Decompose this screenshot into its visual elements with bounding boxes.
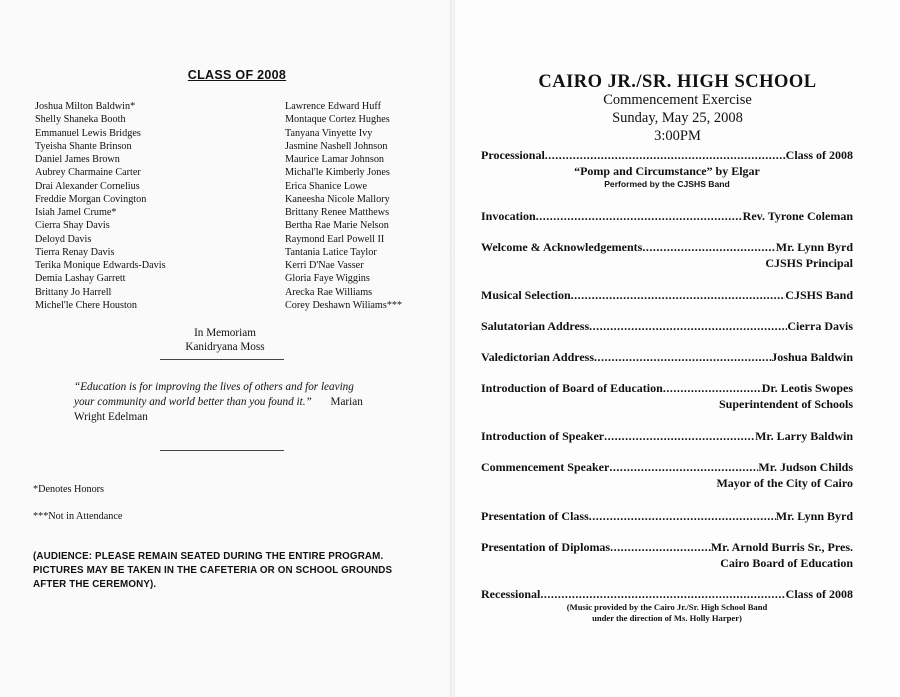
program-item-value: Rev. Tyrone Coleman (742, 209, 853, 223)
graduate-name: Drai Alexander Cornelius (35, 180, 140, 192)
program-item-label: Processional (481, 148, 545, 162)
graduate-name: Joshua Milton Baldwin* (35, 101, 136, 112)
program-item (481, 208, 853, 224)
leader-dots (604, 428, 755, 444)
graduate-name: Daniel James Brown (35, 154, 120, 165)
program-item-value: Mr. Lynn Byrd (775, 240, 853, 254)
attendance-note: ***Not in Attendance (33, 511, 123, 522)
program-item (481, 459, 853, 491)
program-item-recessional (481, 586, 853, 624)
music-credit-line-2: under the direction of Ms. Holly Harper) (592, 613, 742, 623)
divider (160, 450, 284, 451)
program-item (481, 380, 853, 412)
program-item (481, 287, 853, 303)
program-item-subtitle: Superintendent of Schools (718, 397, 853, 411)
graduate-name: Shelly Shaneka Booth (35, 114, 126, 126)
quote-author: Marian Wright Edelman (74, 396, 363, 423)
program-item-label: Introduction of Board of Education (481, 381, 663, 395)
graduate-name: Lawrence Edward Huff (285, 101, 381, 112)
program-item (481, 508, 853, 524)
graduate-name: Michal'le Kimberly Jones (285, 167, 390, 179)
program-item-value: Joshua Baldwin (771, 350, 853, 364)
leader-dots (536, 208, 743, 224)
leader-dots (663, 380, 762, 396)
program-item-label: Introduction of Speaker (481, 429, 605, 443)
divider (160, 359, 284, 360)
memoriam-name: Kanidryana Moss (185, 341, 265, 353)
program-item-value: Cierra Davis (787, 319, 853, 333)
program-item-label: Welcome & Acknowledgements (481, 240, 643, 254)
graduate-name: Aubrey Charmaine Carter (35, 167, 141, 179)
event-date: Sunday, May 25, 2008 (612, 110, 743, 126)
graduate-name: Arecka Rae Williams (285, 286, 373, 298)
graduate-name: Tanyana Vinyette Ivy (285, 127, 373, 139)
program-item-value: Mr. Lynn Byrd (775, 509, 853, 523)
program-item-subtitle: CJSHS Principal (765, 256, 853, 270)
program-item-subtitle: Mayor of the City of Cairo (716, 476, 853, 490)
program-item-label: Musical Selection (481, 288, 571, 302)
program-item-label: Presentation of Class (481, 509, 589, 523)
graduate-name: Erica Shanice Lowe (285, 180, 368, 192)
leader-dots (540, 586, 785, 602)
graduate-name: Deloyd Davis (35, 233, 92, 245)
program-item-label: Valedictorian Address (481, 350, 595, 364)
in-memoriam (100, 326, 350, 354)
leader-dots (545, 147, 786, 163)
right-page (455, 0, 900, 697)
graduate-name: Terika Monique Edwards-Davis (35, 260, 166, 271)
program-item-value: CJSHS Band (785, 288, 853, 302)
graduate-list-column-2 (285, 100, 402, 312)
quote-text: “Education is for improving the lives of others and for leaving your community and world better than you found it.” (74, 381, 354, 408)
leader-dots (589, 508, 776, 524)
quote (74, 380, 374, 425)
leader-dots (594, 349, 771, 365)
graduate-name: Demia Lashay Garrett (35, 273, 126, 285)
graduate-name: Freddie Morgan Covington (35, 193, 147, 205)
leader-dots (571, 287, 786, 303)
graduate-name: Montaque Cortez Hughes (285, 114, 390, 126)
leader-dots (610, 539, 711, 555)
program-item-label: Presentation of Diplomas (481, 540, 611, 554)
program-item-value: Mr. Larry Baldwin (755, 429, 853, 443)
program-item-value: Mr. Judson Childs (758, 460, 853, 474)
program-item-label: Invocation (481, 209, 536, 223)
program-item-value: Class of 2008 (785, 148, 853, 162)
school-name: CAIRO JR./SR. HIGH SCHOOL (538, 72, 817, 92)
graduate-name: Corey Deshawn Wiliams*** (285, 299, 403, 311)
program-item-value: Mr. Arnold Burris Sr., Pres. (710, 540, 853, 554)
graduate-name: Maurice Lamar Johnson (285, 154, 385, 165)
audience-notice: (AUDIENCE: PLEASE REMAIN SEATED DURING THE ENTIRE PROGRAM. PICTURES MAY BE TAKEN IN THE CAFETERIA OR ON SCHOOL GROUNDS AFTER THE CEREMONY). (33, 551, 393, 590)
graduate-name: Gloria Faye Wiggins (285, 273, 370, 285)
graduate-name: Brittany Renee Matthews (285, 207, 390, 218)
graduate-name: Raymond Earl Powell II (285, 233, 385, 245)
graduate-name: Cierra Shay Davis (35, 220, 110, 232)
program-item (481, 539, 853, 571)
program-item-subtitle: Cairo Board of Education (720, 556, 853, 570)
graduate-name: Tierra Renay Davis (35, 246, 115, 258)
leader-dots (609, 459, 758, 475)
program-item (481, 349, 853, 365)
program-item (481, 428, 853, 444)
music-credit-line-1: (Music provided by the Cairo Jr./Sr. High School Band (566, 602, 768, 612)
graduate-name: Tantania Latice Taylor (285, 246, 377, 258)
honors-note: *Denotes Honors (33, 484, 105, 495)
event-time: 3:00PM (654, 128, 701, 144)
graduate-name: Brittany Jo Harrell (35, 286, 112, 298)
program-item-processional (481, 147, 853, 190)
program-item-label: Commencement Speaker (481, 460, 610, 474)
graduate-name: Jasmine Nashell Johnson (285, 140, 388, 152)
graduate-list-column-1 (35, 100, 166, 312)
graduate-name: Kaneesha Nicole Mallory (285, 193, 390, 205)
program-item (481, 239, 853, 271)
graduate-name: Michel'le Chere Houston (35, 299, 137, 311)
memoriam-title: In Memoriam (194, 327, 256, 339)
class-title: CLASS OF 2008 (187, 68, 287, 82)
leader-dots (589, 318, 787, 334)
graduate-name: Emmanuel Lewis Bridges (35, 127, 141, 139)
leader-dots (642, 239, 775, 255)
processional-performer: Performed by the CJSHS Band (604, 179, 730, 189)
program-item-value: Class of 2008 (785, 587, 853, 601)
graduate-name: Kerri D'Nae Vasser (285, 260, 364, 271)
program-item-label: Recessional (481, 587, 541, 601)
program-item (481, 318, 853, 334)
processional-song: “Pomp and Circumstance” by Elgar (574, 164, 760, 178)
program-item-label: Salutatorian Address (481, 319, 590, 333)
program-item-value: Dr. Leotis Swopes (761, 381, 853, 395)
graduate-name: Bertha Rae Marie Nelson (285, 220, 389, 232)
event-title: Commencement Exercise (603, 92, 752, 108)
graduate-name: Isiah Jamel Crume* (35, 207, 117, 218)
graduate-name: Tyeisha Shante Brinson (35, 140, 132, 152)
